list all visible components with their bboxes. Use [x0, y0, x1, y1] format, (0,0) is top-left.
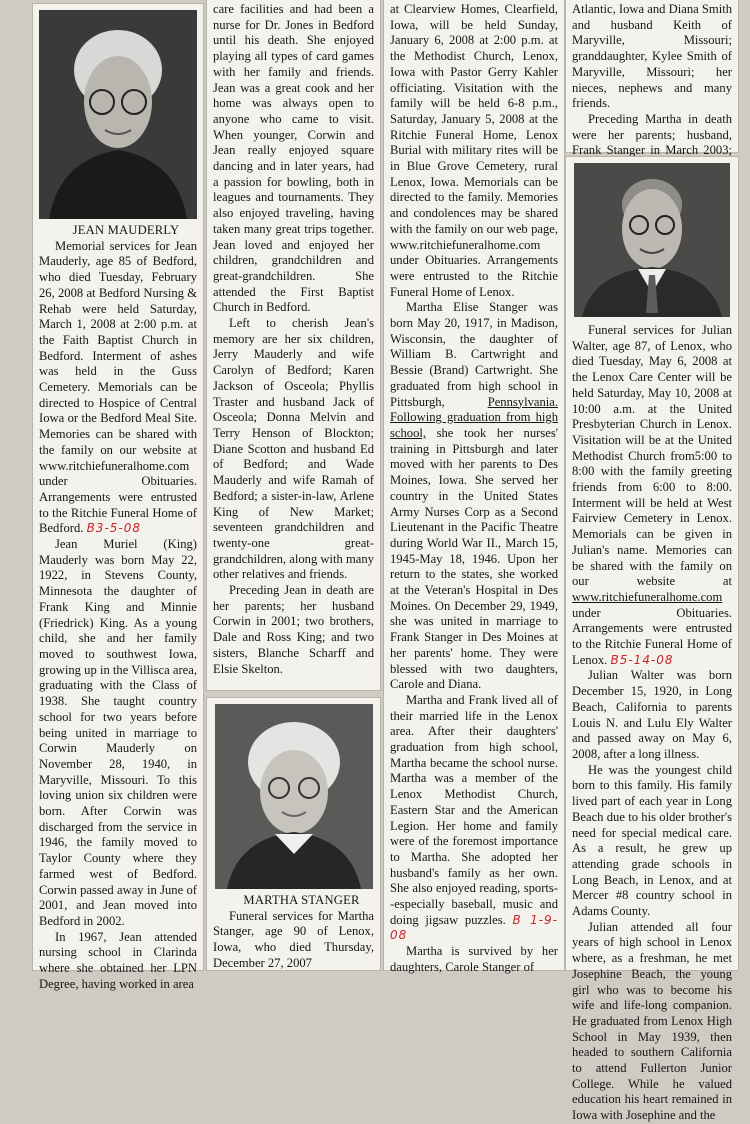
julian-walter-photo	[574, 163, 730, 317]
martha-column-4	[566, 0, 738, 158]
martha-column-3	[384, 0, 564, 974]
martha-intro-column	[207, 698, 380, 970]
jean-column-2	[207, 0, 380, 690]
jean-survivors-paragraph: Left to cherish Jean's memory are her six children, Jerry Mauderly and wife Carolyn of Bedford; Karen Jackson of Osceola; Phyllis Traster and husband Jack of Osceola; Donna Melvin and Terry Henson of Blockton; Diane Scotton and husband Ed of Bedford; and Wade Mauderly and wife Ramah of Bedford; a sister-in-law, Arlene King of New Market; seventeen grandchildren and twenty-one great-grandchildren, along with many other relatives and friends.	[213, 316, 374, 582]
jean-nursing-paragraph: In 1967, Jean attended nursing school in Clarinda where she obtained her LPN Degree, having worked in area	[39, 929, 197, 991]
julian-website-link[interactable]: www.ritchiefuneralhome.com	[572, 589, 723, 604]
martha-preceded-paragraph: Preceding Martha in death were her parents; husband, Frank Stanger in March 2003;	[572, 111, 732, 158]
julian-education-paragraph: Julian attended all four years of high school in Lenox where, as a freshman, he met Josephine Beach, the young girl who was to become his wife and life-long companion. He graduated from Lenox High School in May 1939, then headed to southern California to attend Fullerton Junior College. While he valued education his heart remained in Iowa with Josephine and the	[572, 919, 732, 1123]
martha-name-heading: MARTHA STANGER	[243, 893, 360, 907]
jean-preceded-paragraph: Preceding Jean in death are her parents; her husband Corwin in 2001; two brothers, Dale and Ross King; and two sisters, Blanche Scharff and Elsie Skelton.	[213, 583, 374, 676]
martha-portrait-image	[215, 704, 373, 889]
martha-survivors-paragraph: Atlantic, Iowa and Diana Smith and husband Keith of Maryville, Missouri; granddaughter, Kylee Smith of Maryville, Missouri; her nieces, nephews and many friends.	[572, 2, 732, 111]
jean-column-1	[33, 4, 203, 991]
julian-column	[566, 157, 738, 1123]
jean-portrait-image	[39, 10, 197, 219]
jean-name-heading: JEAN MAUDERLY	[72, 223, 180, 237]
julian-childhood-paragraph: He was the youngest child born to this family. His family lived part of each year in Long Beach due to his older brother's need for special medical care. As a result, he grew up attending grade schools in Long Beach, in Lenox, and at Mercer #8 country school in Adams County.	[572, 762, 732, 919]
martha-life-paragraph: Martha and Frank lived all of their married life in the Lenox area. After their daughters' graduation from high school, Martha became the school nurse. Martha was a member of the Lenox Methodist Church, Eastern Star and the American Legion. Her home and family were of the foremost importance to Martha. She adopted her husband's family as her own. She also enjoyed reading, sports--especially baseball, music and doing jigsaw puzzles. B 1-9-08	[390, 692, 558, 943]
martha-handwritten-date: B 1-9-08	[390, 912, 558, 943]
julian-birth-paragraph: Julian Walter was born December 15, 1920, in Long Beach, California to parents Louis N. and Lulu Ely Walter and passed away on May 6, 2008, after a long illness.	[572, 668, 732, 761]
jean-biography-paragraph: Jean Muriel (King) Mauderly was born May 22, 1922, in Stevens County, Minnesota the daughter of Frank King and Minnie (Friedrick) King. As a young child, she and her family moved to southwest Iowa, growing up in the Villisca area, graduating with the Class of 1938. She taught country school for two years before being united in marriage to Corwin Mauderly on November 28, 1940, in Maryville, Missouri. To this loving union six children were born. After Corwin was discharged from the service in 1946, the family moved to Taylor County where they farmed west of Bedford. Corwin passed away in June of 2001, and Jean moved into Bedford in 2002.	[39, 537, 197, 928]
martha-stanger-photo	[215, 704, 373, 889]
jean-mauderly-photo	[39, 10, 197, 219]
julian-portrait-image	[574, 163, 730, 317]
julian-handwritten-date: B5-14-08	[610, 652, 674, 667]
jean-service-paragraph: Memorial services for Jean Mauderly, age 85 of Bedford, who died Tuesday, February 26, 2008 at Bedford Nursing & Rehab were held Saturday, March 1, 2008 at 2:00 p.m. at the Faith Baptist Church in Bedford. Interment of ashes was held in the Guss Cemetery. Memorials can be directed to Hospice of Central Iowa or the Bedford Meal Site. Memories can be shared with the family on our website at www.ritchiefuneralhome.com under Obituaries. Arrangements were entrusted to the Ritchie Funeral Home of Bedford. B3-5-08	[39, 238, 197, 536]
jean-handwritten-date: B3-5-08	[86, 521, 142, 536]
martha-service-paragraph: at Clearview Homes, Clearfield, Iowa, will be held Sunday, January 6, 2008 at 2:00 p.m. at the Methodist Church, Lenox, Iowa with Pastor Gerry Kahler officiating. Visitation with the family will be held 6-8 p.m., Saturday, January 5, 2008 at the Ritchie Funeral Home, Lenox Burial with military rites will be in Blue Grove Cemetery, rural Lenox, Iowa. Memorials can be directed to the family. Memories and condolences may be shared with the family on our web page, www.ritchiefuneralhome.com under Obituaries. Arrangements were entrusted to the Ritchie Funeral Home of Lenox.	[390, 2, 558, 299]
julian-service-paragraph: Funeral services for Julian Walter, age 87, of Lenox, who died Tuesday, May 6, 2008 at the Lenox Care Center will be held Saturday, May 10, 2008 at 10:00 a.m. at the United Presbyterian Church in Lenox. Visitation will be at the United Methodist Church from5:00 to 8:00 with the family greeting friends from 6:00 to 8:00. Interment will be held at West Fairview Cemetery in Lenox. Memorials can be given in Julian's name. Memories can be shared with the family on our website at www.ritchiefuneralhome.com under Obituaries. Arrangements were entrusted to the Ritchie Funeral Home of Lenox. B5-14-08	[572, 323, 732, 667]
martha-survivors-start: Martha is survived by her daughters, Carole Stanger of	[390, 944, 558, 974]
martha-biography-paragraph: Martha Elise Stanger was born May 20, 1917, in Madison, Wisconsin, the daughter of William B. Cartwright and Bessie (Brand) Cartwright. She graduated from high school in Pittsburgh, Pennsylvania. Following graduation from high school, she took her nurses' training in Pittsburgh and later moved with her parents to Des Moines, Iowa. She served her country in the United States Army Nurses Corp as a Second Lieutenant in the Pacific Theatre during World War II., March 15, 1945-May 18, 1946. Upon her return to the states, she worked at the Veteran's Hospital in Des Moines. On December 29, 1949, she was united in marriage to Frank Stanger in Des Moines at her parents' home. They were blessed with two daughters, Carole and Diana.	[390, 300, 558, 692]
martha-service-intro: Funeral services for Martha Stanger, age 90 of Lenox, Iowa, who died Thursday, December 27, 2007	[213, 908, 374, 970]
jean-hobbies-paragraph: care facilities and had been a nurse for Dr. Jones in Bedford until his death. She enjoyed playing all types of card games with her family and friends. Jean was a great cook and her home was always open to anyone who came to visit. When younger, Corwin and Jean really enjoyed square dancing and in later years, had a passion for bowling, both in leagues and tournaments. They also enjoyed traveling, having taken many great trips together. Jean loved and enjoyed her children, grandchildren and great-grandchildren. She attended the First Baptist Church in Bedford.	[213, 2, 374, 315]
